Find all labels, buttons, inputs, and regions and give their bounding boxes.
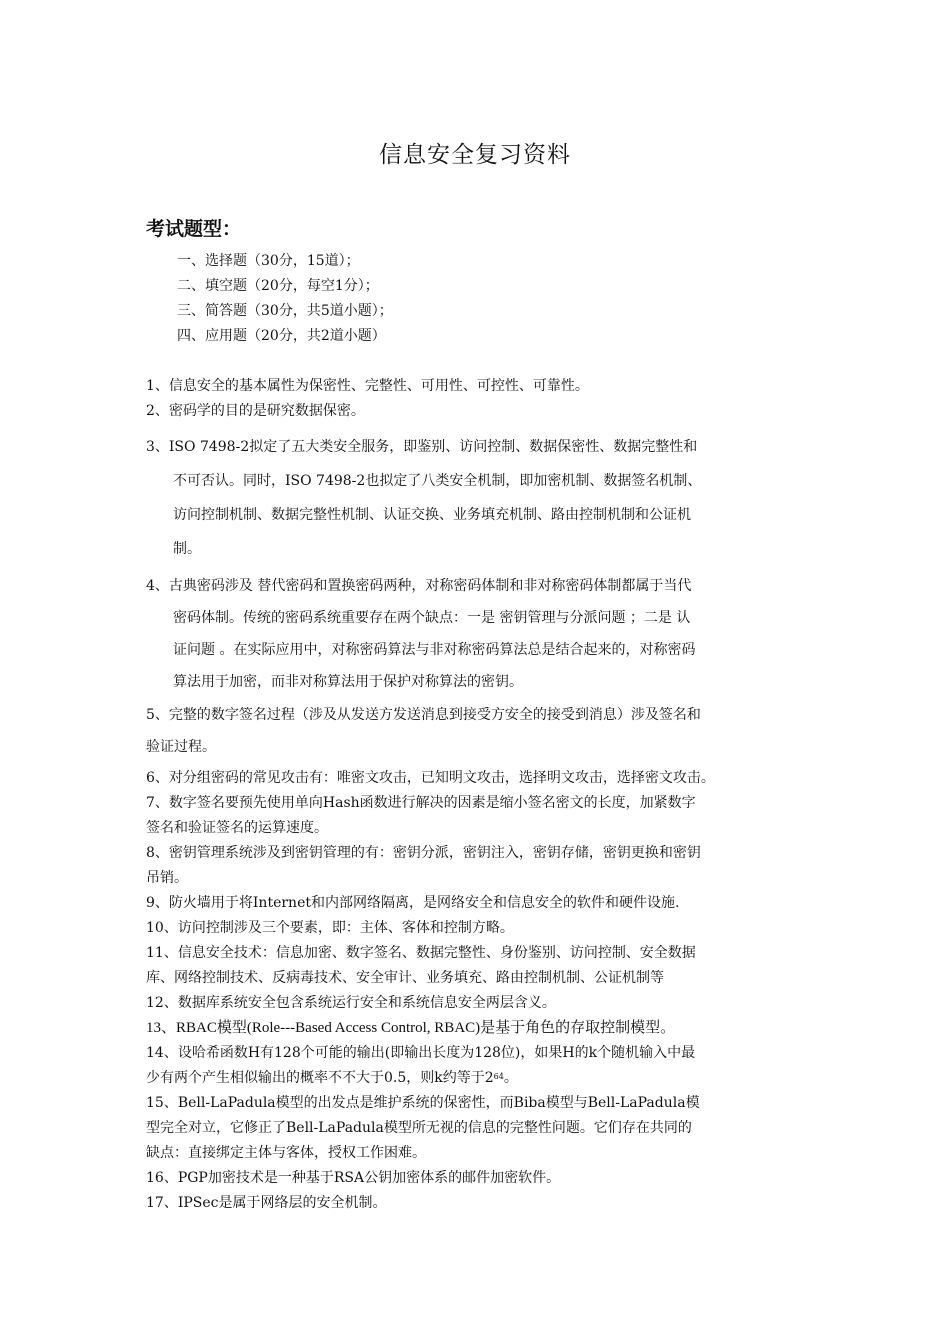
item-line: 10、访问控制涉及三个要素，即：主体、客体和控制方略。 (146, 920, 514, 936)
list-item (146, 1016, 816, 1041)
item-line: 不可否认。同时，ISO 7498-2也拟定了八类安全机制，即加密机制、数据签名机制、 (173, 473, 702, 489)
exponent: 64 (493, 1072, 504, 1081)
item-line: 算法用于加密，而非对称算法用于保护对称算法的密钥。 (173, 674, 523, 690)
item-line: 5、完整的数字签名过程（涉及从发送方发送消息到接受方安全的接受到消息）涉及签名和 (146, 707, 701, 723)
item-line: 3、ISO 7498-2拟定了五大类安全服务，即鉴别、访问控制、数据保密性、数据完整性和 (146, 439, 698, 455)
item-line: 13、RBAC模型(Role---Based Access Control, RBAC)是基于角色的存取控制模型。 (146, 1020, 676, 1036)
document-title: 信息安全复习资料 (379, 142, 571, 168)
item-line: 11、信息安全技术：信息加密、数字签名、数据完整性、身份鉴别、访问控制、安全数据 (146, 945, 696, 961)
list-item (146, 399, 816, 424)
list-item (146, 841, 816, 891)
review-items (146, 374, 816, 1216)
item-line: 17、IPSec是属于网络层的安全机制。 (146, 1195, 387, 1211)
item-line-tail: 。 (503, 1070, 518, 1086)
item-line-text: 少有两个产生相似输出的概率不不大于0.5，则k约等于2 (146, 1070, 494, 1086)
list-item (146, 1191, 816, 1216)
item-line: 12、数据库系统安全包含系统运行安全和系统信息安全两层含义。 (146, 995, 556, 1011)
list-item (146, 916, 816, 941)
list-item (146, 991, 816, 1016)
list-item (146, 699, 816, 763)
item-line: 密码体制。传统的密码系统重要存在两个缺点：一是 密钥管理与分派问题 ；二是 认 (173, 610, 691, 626)
item-line: 签名和验证签名的运算速度。 (146, 820, 328, 836)
list-item (146, 1166, 816, 1191)
question-type-item: 四、应用题（20分，共2道小题） (177, 328, 386, 344)
list-item (146, 791, 816, 841)
item-line: 6、对分组密码的常见攻击有：唯密文攻击，已知明文攻击，选择明文攻击，选择密文攻击。 (146, 770, 715, 786)
item-line: 7、数字签名要预先使用单向Hash函数进行解决的因素是缩小签名密文的长度，加紧数字 (146, 795, 696, 811)
question-type-item: 三、简答题（30分，共5道小题）； (177, 303, 393, 319)
list-item (146, 430, 816, 566)
item-line: 4、古典密码涉及 替代密码和置换密码两种，对称密码体制和非对称密码体制都属于当代 (146, 578, 692, 594)
item-line: 验证过程。 (146, 739, 216, 755)
item-line: 16、PGP加密技术是一种基于RSA公钥加密体系的邮件加密软件。 (146, 1170, 561, 1186)
item-line (146, 1066, 816, 1091)
item-line: 证问题 。在实际应用中，对称密码算法与非对称密码算法总是结合起来的，对称密码 (173, 642, 696, 658)
question-type-item: 二、填空题（20分，每空1分）； (177, 278, 379, 294)
list-item (146, 374, 816, 399)
list-item (146, 891, 816, 916)
question-type-item: 一、选择题（30分，15道）； (177, 253, 360, 269)
item-line: 15、Bell-LaPadula模型的出发点是维护系统的保密性，而Biba模型与Bell-LaPadula模 (146, 1095, 700, 1111)
item-line: 访问控制机制、数据完整性机制、认证交换、业务填充机制、路由控制机制和公证机 (173, 507, 691, 523)
list-item (146, 941, 816, 991)
item-line: 2、密码学的目的是研究数据保密。 (146, 403, 365, 419)
list-item (146, 1091, 816, 1166)
question-types-list (177, 252, 393, 352)
item-line: 吊销。 (146, 870, 188, 886)
section-heading: 考试题型： (146, 218, 242, 240)
item-line: 制。 (173, 541, 201, 557)
list-item (146, 570, 816, 698)
item-line: 型完全对立，它修正了Bell-LaPadula模型所无视的信息的完整性问题。它们存在共同的 (146, 1120, 692, 1136)
item-line: 1、信息安全的基本属性为保密性、完整性、可用性、可控性、可靠性。 (146, 378, 589, 394)
item-line: 14、设哈希函数H有128个可能的输出(即输出长度为128位)，如果H的k个随机输入中最 (146, 1045, 696, 1061)
item-line: 缺点：直接绑定主体与客体，授权工作困难。 (146, 1145, 426, 1161)
list-item (146, 1041, 816, 1091)
list-item (146, 766, 816, 791)
item-line: 9、防火墙用于将Internet和内部网络隔离，是网络安全和信息安全的软件和硬件设施. (146, 895, 680, 911)
item-line: 8、密钥管理系统涉及到密钥管理的有：密钥分派，密钥注入，密钥存储，密钥更换和密钥 (146, 845, 701, 861)
item-line: 库、网络控制技术、反病毒技术、安全审计、业务填充、路由控制机制、公证机制等 (146, 970, 664, 986)
